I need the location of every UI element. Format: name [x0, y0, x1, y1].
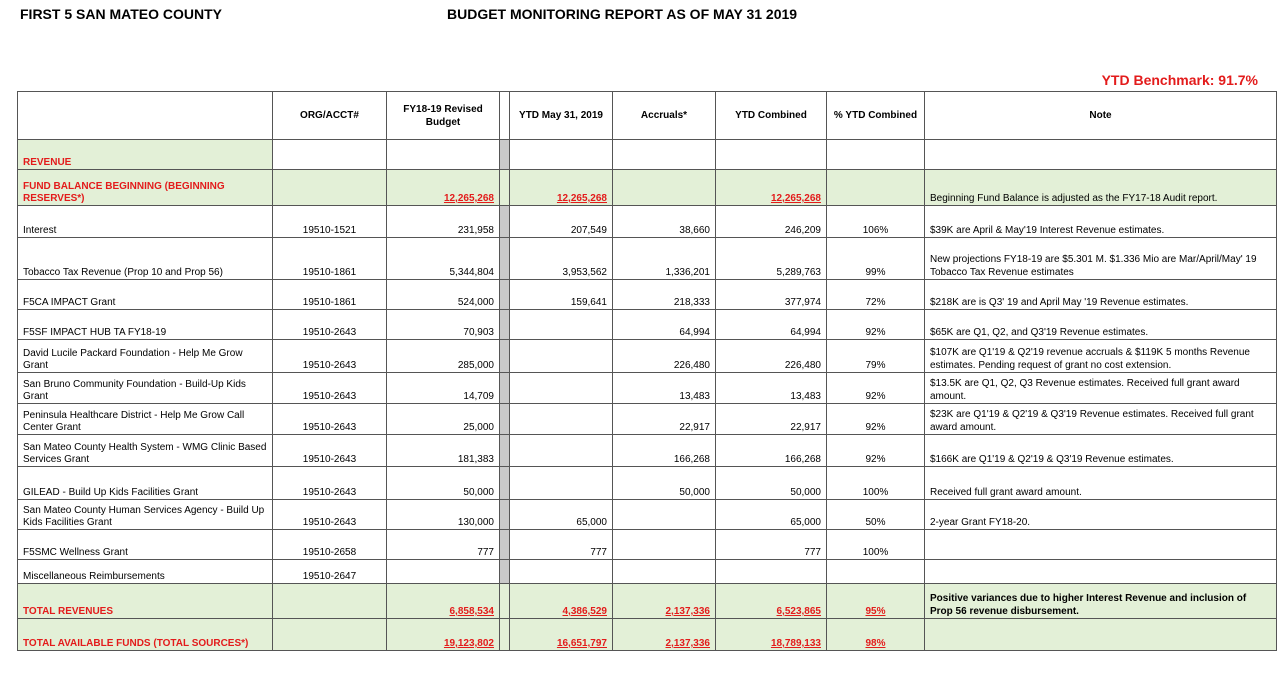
ytd-combined-cell: 226,480	[716, 340, 827, 373]
budget-cell: 25,000	[387, 404, 500, 435]
column-separator	[500, 310, 510, 340]
ytd-cell	[510, 140, 613, 170]
accruals-cell	[613, 140, 716, 170]
ytd-cell: 16,651,797	[510, 619, 613, 651]
ytd-cell: 159,641	[510, 280, 613, 310]
row-label: F5SMC Wellness Grant	[18, 530, 273, 560]
column-separator	[500, 500, 510, 530]
pct-cell: 92%	[827, 373, 925, 404]
pct-cell: 72%	[827, 280, 925, 310]
ytd-cell	[510, 404, 613, 435]
accruals-cell: 1,336,201	[613, 238, 716, 280]
accruals-cell: 64,994	[613, 310, 716, 340]
ytd-cell: 207,549	[510, 206, 613, 238]
row-label: F5SF IMPACT HUB TA FY18-19	[18, 310, 273, 340]
accruals-cell: 22,917	[613, 404, 716, 435]
accruals-cell	[613, 560, 716, 584]
note-cell: $166K are Q1'19 & Q2'19 & Q3'19 Revenue estimates.	[925, 435, 1277, 467]
ytd-combined-cell: 5,289,763	[716, 238, 827, 280]
row-label: Tobacco Tax Revenue (Prop 10 and Prop 56)	[18, 238, 273, 280]
ytd-combined-cell: 6,523,865	[716, 584, 827, 619]
column-separator	[500, 619, 510, 651]
org-acct-cell: 19510-2643	[273, 310, 387, 340]
ytd-combined-cell	[716, 140, 827, 170]
budget-table	[17, 91, 1277, 651]
note-cell: $39K are April & May'19 Interest Revenue estimates.	[925, 206, 1277, 238]
pct-cell: 106%	[827, 206, 925, 238]
pct-cell: 95%	[827, 584, 925, 619]
column-separator	[500, 467, 510, 500]
org-acct-cell: 19510-2643	[273, 404, 387, 435]
pct-cell: 100%	[827, 530, 925, 560]
budget-cell: 12,265,268	[387, 170, 500, 206]
ytd-combined-header: YTD Combined	[716, 92, 827, 140]
column-separator	[500, 140, 510, 170]
row-label: TOTAL REVENUES	[18, 584, 273, 619]
ytd-combined-cell: 50,000	[716, 467, 827, 500]
accruals-cell: 226,480	[613, 340, 716, 373]
note-cell	[925, 560, 1277, 584]
org-acct-cell: 19510-1521	[273, 206, 387, 238]
accruals-cell	[613, 500, 716, 530]
column-separator	[500, 206, 510, 238]
note-cell: Beginning Fund Balance is adjusted as the FY17-18 Audit report.	[925, 170, 1277, 206]
note-cell: $65K are Q1, Q2, and Q3'19 Revenue estimates.	[925, 310, 1277, 340]
table-row	[18, 619, 1277, 651]
column-separator	[500, 238, 510, 280]
budget-cell: 285,000	[387, 340, 500, 373]
note-cell: Positive variances due to higher Interest Revenue and inclusion of Prop 56 revenue disbursement.	[925, 584, 1277, 619]
table-row	[18, 530, 1277, 560]
column-separator	[500, 170, 510, 206]
ytd-cell: 12,265,268	[510, 170, 613, 206]
row-label: San Mateo County Human Services Agency - Build Up Kids Facilities Grant	[18, 500, 273, 530]
org-acct-cell: 19510-2643	[273, 467, 387, 500]
ytd-combined-cell: 22,917	[716, 404, 827, 435]
pct-cell: 92%	[827, 435, 925, 467]
org-acct-cell	[273, 170, 387, 206]
row-label: GILEAD - Build Up Kids Facilities Grant	[18, 467, 273, 500]
org-acct-cell: 19510-2643	[273, 500, 387, 530]
ytd-cell: 3,953,562	[510, 238, 613, 280]
row-label: Peninsula Healthcare District - Help Me Grow Call Center Grant	[18, 404, 273, 435]
note-cell: New projections FY18-19 are $5.301 M. $1.336 Mio are Mar/April/May' 19 Tobacco Tax Revenue estimates	[925, 238, 1277, 280]
table-row	[18, 467, 1277, 500]
pct-cell: 92%	[827, 404, 925, 435]
row-label: San Bruno Community Foundation - Build-Up Kids Grant	[18, 373, 273, 404]
ytd-combined-cell: 246,209	[716, 206, 827, 238]
pct-cell: 98%	[827, 619, 925, 651]
note-cell	[925, 140, 1277, 170]
org-acct-cell	[273, 619, 387, 651]
budget-cell	[387, 560, 500, 584]
note-cell	[925, 530, 1277, 560]
org-acct-cell: 19510-2643	[273, 340, 387, 373]
pct-cell: 100%	[827, 467, 925, 500]
accruals-header: Accruals*	[613, 92, 716, 140]
label-header	[18, 92, 273, 140]
ytd-combined-cell: 12,265,268	[716, 170, 827, 206]
accruals-cell: 38,660	[613, 206, 716, 238]
pct-header: % YTD Combined	[827, 92, 925, 140]
ytd-cell: 4,386,529	[510, 584, 613, 619]
pct-cell	[827, 170, 925, 206]
budget-cell: 70,903	[387, 310, 500, 340]
budget-cell: 19,123,802	[387, 619, 500, 651]
note-cell	[925, 619, 1277, 651]
table-row	[18, 560, 1277, 584]
accruals-cell: 218,333	[613, 280, 716, 310]
note-header: Note	[925, 92, 1277, 140]
org-acct-cell: 19510-1861	[273, 280, 387, 310]
table-row	[18, 280, 1277, 310]
row-label: David Lucile Packard Foundation - Help Me Grow Grant	[18, 340, 273, 373]
column-separator	[500, 435, 510, 467]
budget-header: FY18-19 Revised Budget	[387, 92, 500, 140]
table-row	[18, 404, 1277, 435]
pct-cell: 92%	[827, 310, 925, 340]
org-acct-cell	[273, 140, 387, 170]
table-row	[18, 310, 1277, 340]
organization-name: FIRST 5 SAN MATEO COUNTY	[20, 6, 222, 22]
ytd-cell: 65,000	[510, 500, 613, 530]
ytd-combined-cell: 64,994	[716, 310, 827, 340]
ytd-cell	[510, 435, 613, 467]
pct-cell: 99%	[827, 238, 925, 280]
budget-cell: 50,000	[387, 467, 500, 500]
column-separator	[500, 560, 510, 584]
row-label: Interest	[18, 206, 273, 238]
accruals-cell: 2,137,336	[613, 619, 716, 651]
ytd-combined-cell: 65,000	[716, 500, 827, 530]
ytd-combined-cell: 13,483	[716, 373, 827, 404]
accruals-cell	[613, 530, 716, 560]
table-row	[18, 140, 1277, 170]
table-row	[18, 238, 1277, 280]
budget-cell: 777	[387, 530, 500, 560]
accruals-cell: 13,483	[613, 373, 716, 404]
ytd-combined-cell	[716, 560, 827, 584]
row-label: F5CA IMPACT Grant	[18, 280, 273, 310]
table-row	[18, 373, 1277, 404]
accruals-cell	[613, 170, 716, 206]
budget-cell: 524,000	[387, 280, 500, 310]
ytd-cell	[510, 467, 613, 500]
budget-cell: 5,344,804	[387, 238, 500, 280]
column-separator	[500, 373, 510, 404]
ytd-cell	[510, 560, 613, 584]
table-row	[18, 584, 1277, 619]
org-acct-cell: 19510-2647	[273, 560, 387, 584]
column-separator	[500, 340, 510, 373]
ytd-benchmark: YTD Benchmark: 91.7%	[1101, 72, 1258, 88]
row-label: San Mateo County Health System - WMG Clinic Based Services Grant	[18, 435, 273, 467]
ytd-cell	[510, 340, 613, 373]
note-cell: $23K are Q1'19 & Q2'19 & Q3'19 Revenue estimates. Received full grant award amount.	[925, 404, 1277, 435]
ytd-combined-cell: 18,789,133	[716, 619, 827, 651]
column-separator	[500, 92, 510, 140]
table-row	[18, 206, 1277, 238]
pct-cell	[827, 560, 925, 584]
table-row	[18, 170, 1277, 206]
org-acct-cell: 19510-2658	[273, 530, 387, 560]
ytd-combined-cell: 777	[716, 530, 827, 560]
header-row	[18, 92, 1277, 140]
pct-cell: 50%	[827, 500, 925, 530]
ytd-combined-cell: 166,268	[716, 435, 827, 467]
ytd-combined-cell: 377,974	[716, 280, 827, 310]
budget-cell: 130,000	[387, 500, 500, 530]
pct-cell: 79%	[827, 340, 925, 373]
note-cell: Received full grant award amount.	[925, 467, 1277, 500]
note-cell: $107K are Q1'19 & Q2'19 revenue accruals & $119K 5 months Revenue estimates. Pending request of grant no cost extension.	[925, 340, 1277, 373]
accruals-cell: 50,000	[613, 467, 716, 500]
row-label: TOTAL AVAILABLE FUNDS (TOTAL SOURCES*)	[18, 619, 273, 651]
org-acct-cell	[273, 584, 387, 619]
budget-cell: 6,858,534	[387, 584, 500, 619]
accruals-cell: 166,268	[613, 435, 716, 467]
column-separator	[500, 584, 510, 619]
row-label: REVENUE	[18, 140, 273, 170]
column-separator	[500, 530, 510, 560]
column-separator	[500, 280, 510, 310]
org-acct-cell: 19510-1861	[273, 238, 387, 280]
row-label: Miscellaneous Reimbursements	[18, 560, 273, 584]
org-acct-header: ORG/ACCT#	[273, 92, 387, 140]
ytd-cell: 777	[510, 530, 613, 560]
table-row	[18, 435, 1277, 467]
column-separator	[500, 404, 510, 435]
note-cell: $218K are is Q3' 19 and April May '19 Revenue estimates.	[925, 280, 1277, 310]
table-row	[18, 340, 1277, 373]
note-cell: $13.5K are Q1, Q2, Q3 Revenue estimates. Received full grant award amount.	[925, 373, 1277, 404]
org-acct-cell: 19510-2643	[273, 373, 387, 404]
ytd-cell	[510, 373, 613, 404]
org-acct-cell: 19510-2643	[273, 435, 387, 467]
ytd-cell	[510, 310, 613, 340]
budget-cell	[387, 140, 500, 170]
row-label: FUND BALANCE BEGINNING (BEGINNING RESERVES*)	[18, 170, 273, 206]
budget-cell: 231,958	[387, 206, 500, 238]
pct-cell	[827, 140, 925, 170]
budget-cell: 181,383	[387, 435, 500, 467]
report-title: BUDGET MONITORING REPORT AS OF MAY 31 2019	[447, 6, 798, 22]
note-cell: 2-year Grant FY18-20.	[925, 500, 1277, 530]
ytd-header: YTD May 31, 2019	[510, 92, 613, 140]
budget-cell: 14,709	[387, 373, 500, 404]
accruals-cell: 2,137,336	[613, 584, 716, 619]
table-row	[18, 500, 1277, 530]
